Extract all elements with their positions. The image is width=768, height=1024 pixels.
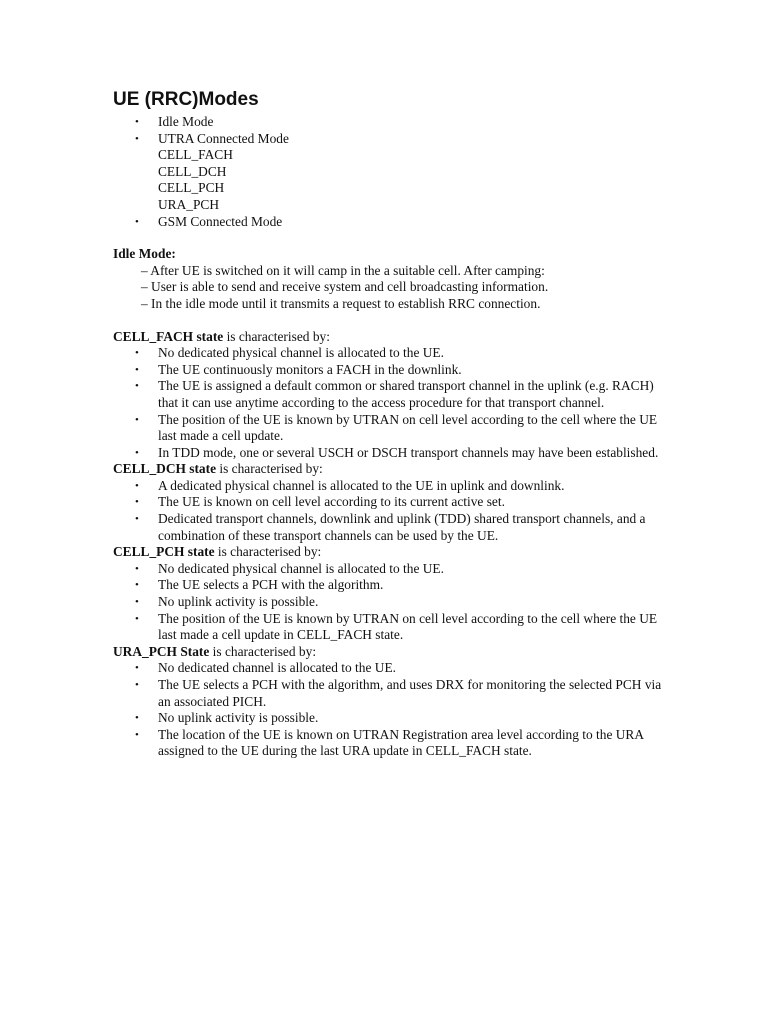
idle-mode-line: – After UE is switched on it will camp in the a suitable cell. After camping: [141,262,545,278]
list-item: • No dedicated physical channel is allocated to the UE. [135,345,444,361]
bullet-icon: • [135,612,139,625]
list-item: • Idle Mode [135,114,214,129]
sub-list-item: CELL_FACH [158,147,233,163]
cell-pch-heading: CELL_PCH state is characterised by: [113,544,322,560]
idle-mode-line: – In the idle mode until it transmits a request to establish RRC connection. [141,295,541,311]
bullet-icon: • [135,662,139,675]
bullet-icon: • [135,728,139,741]
cell-dch-list [113,478,673,544]
cell-pch-list [113,561,673,644]
bullet-icon: • [135,513,139,526]
cell-fach-heading: CELL_FACH state is characterised by: [113,328,330,344]
bullet-icon: • [135,215,139,228]
modes-list-tail [113,214,673,231]
bullet-icon: • [135,446,139,459]
bullet-icon: • [135,132,139,145]
bullet-icon: • [135,712,139,725]
document-page [113,88,673,760]
list-item: • No uplink activity is possible. [135,710,319,726]
bullet-icon: • [135,579,139,592]
page-title: UE (RRC)Modes [113,89,259,110]
sub-list-item: CELL_PCH [158,180,225,196]
list-item: • The UE selects a PCH with the algorithm, and uses DRX for monitoring the selected PCH via an associated PICH. [135,677,662,709]
list-item: • A dedicated physical channel is allocated to the UE in uplink and downlink. [135,477,565,493]
bullet-icon: • [135,479,139,492]
cell-fach-list [113,345,673,461]
ura-pch-list [113,660,673,760]
idle-mode-heading: Idle Mode: [113,246,176,262]
list-item: • The UE continuously monitors a FACH in the downlink. [135,361,462,377]
bullet-icon: • [135,413,139,426]
bullet-icon: • [135,116,139,128]
sub-list-item: CELL_DCH [158,163,227,179]
bullet-icon: • [135,562,139,575]
bullet-icon: • [135,496,139,509]
list-item: • No uplink activity is possible. [135,594,319,610]
list-item: • In TDD mode, one or several USCH or DSCH transport channels may have been established. [135,444,659,460]
ura-pch-heading: URA_PCH State is characterised by: [113,643,317,659]
sub-list-item: URA_PCH [158,196,220,212]
list-item: • The UE selects a PCH with the algorithm. [135,577,384,593]
bullet-icon: • [135,380,139,393]
list-item: • The position of the UE is known by UTRAN on cell level according to the cell where the UE last made a cell update in CELL_FACH state. [135,610,658,643]
list-item: • No dedicated channel is allocated to the UE. [135,660,396,676]
bullet-icon: • [135,596,139,609]
bullet-icon: • [135,347,139,360]
modes-list [113,114,673,147]
list-item: • The UE is known on cell level according to its current active set. [135,494,505,510]
list-item: • No dedicated physical channel is allocated to the UE. [135,560,444,576]
list-item: • The location of the UE is known on UTRAN Registration area level according to the URA assigned to the UE during the last URA update in CELL_FACH state. [135,726,644,759]
idle-mode-line: – User is able to send and receive system and cell broadcasting information. [141,279,549,295]
list-item: • GSM Connected Mode [135,213,283,229]
bullet-icon: • [135,363,139,376]
list-item: • The UE is assigned a default common or shared transport channel in the uplink (e.g. RACH) that it can use anytime according to the access procedure for that transport channel. [135,378,654,410]
list-item: • UTRA Connected Mode [135,130,289,146]
cell-dch-heading: CELL_DCH state is characterised by: [113,461,323,477]
list-item: • Dedicated transport channels, downlink and uplink (TDD) shared transport channels, and a combination of these transport channels can be used by the UE. [135,511,646,543]
bullet-icon: • [135,679,139,691]
list-item: • The position of the UE is known by UTRAN on cell level according to the cell where the UE last made a cell update. [135,411,658,444]
